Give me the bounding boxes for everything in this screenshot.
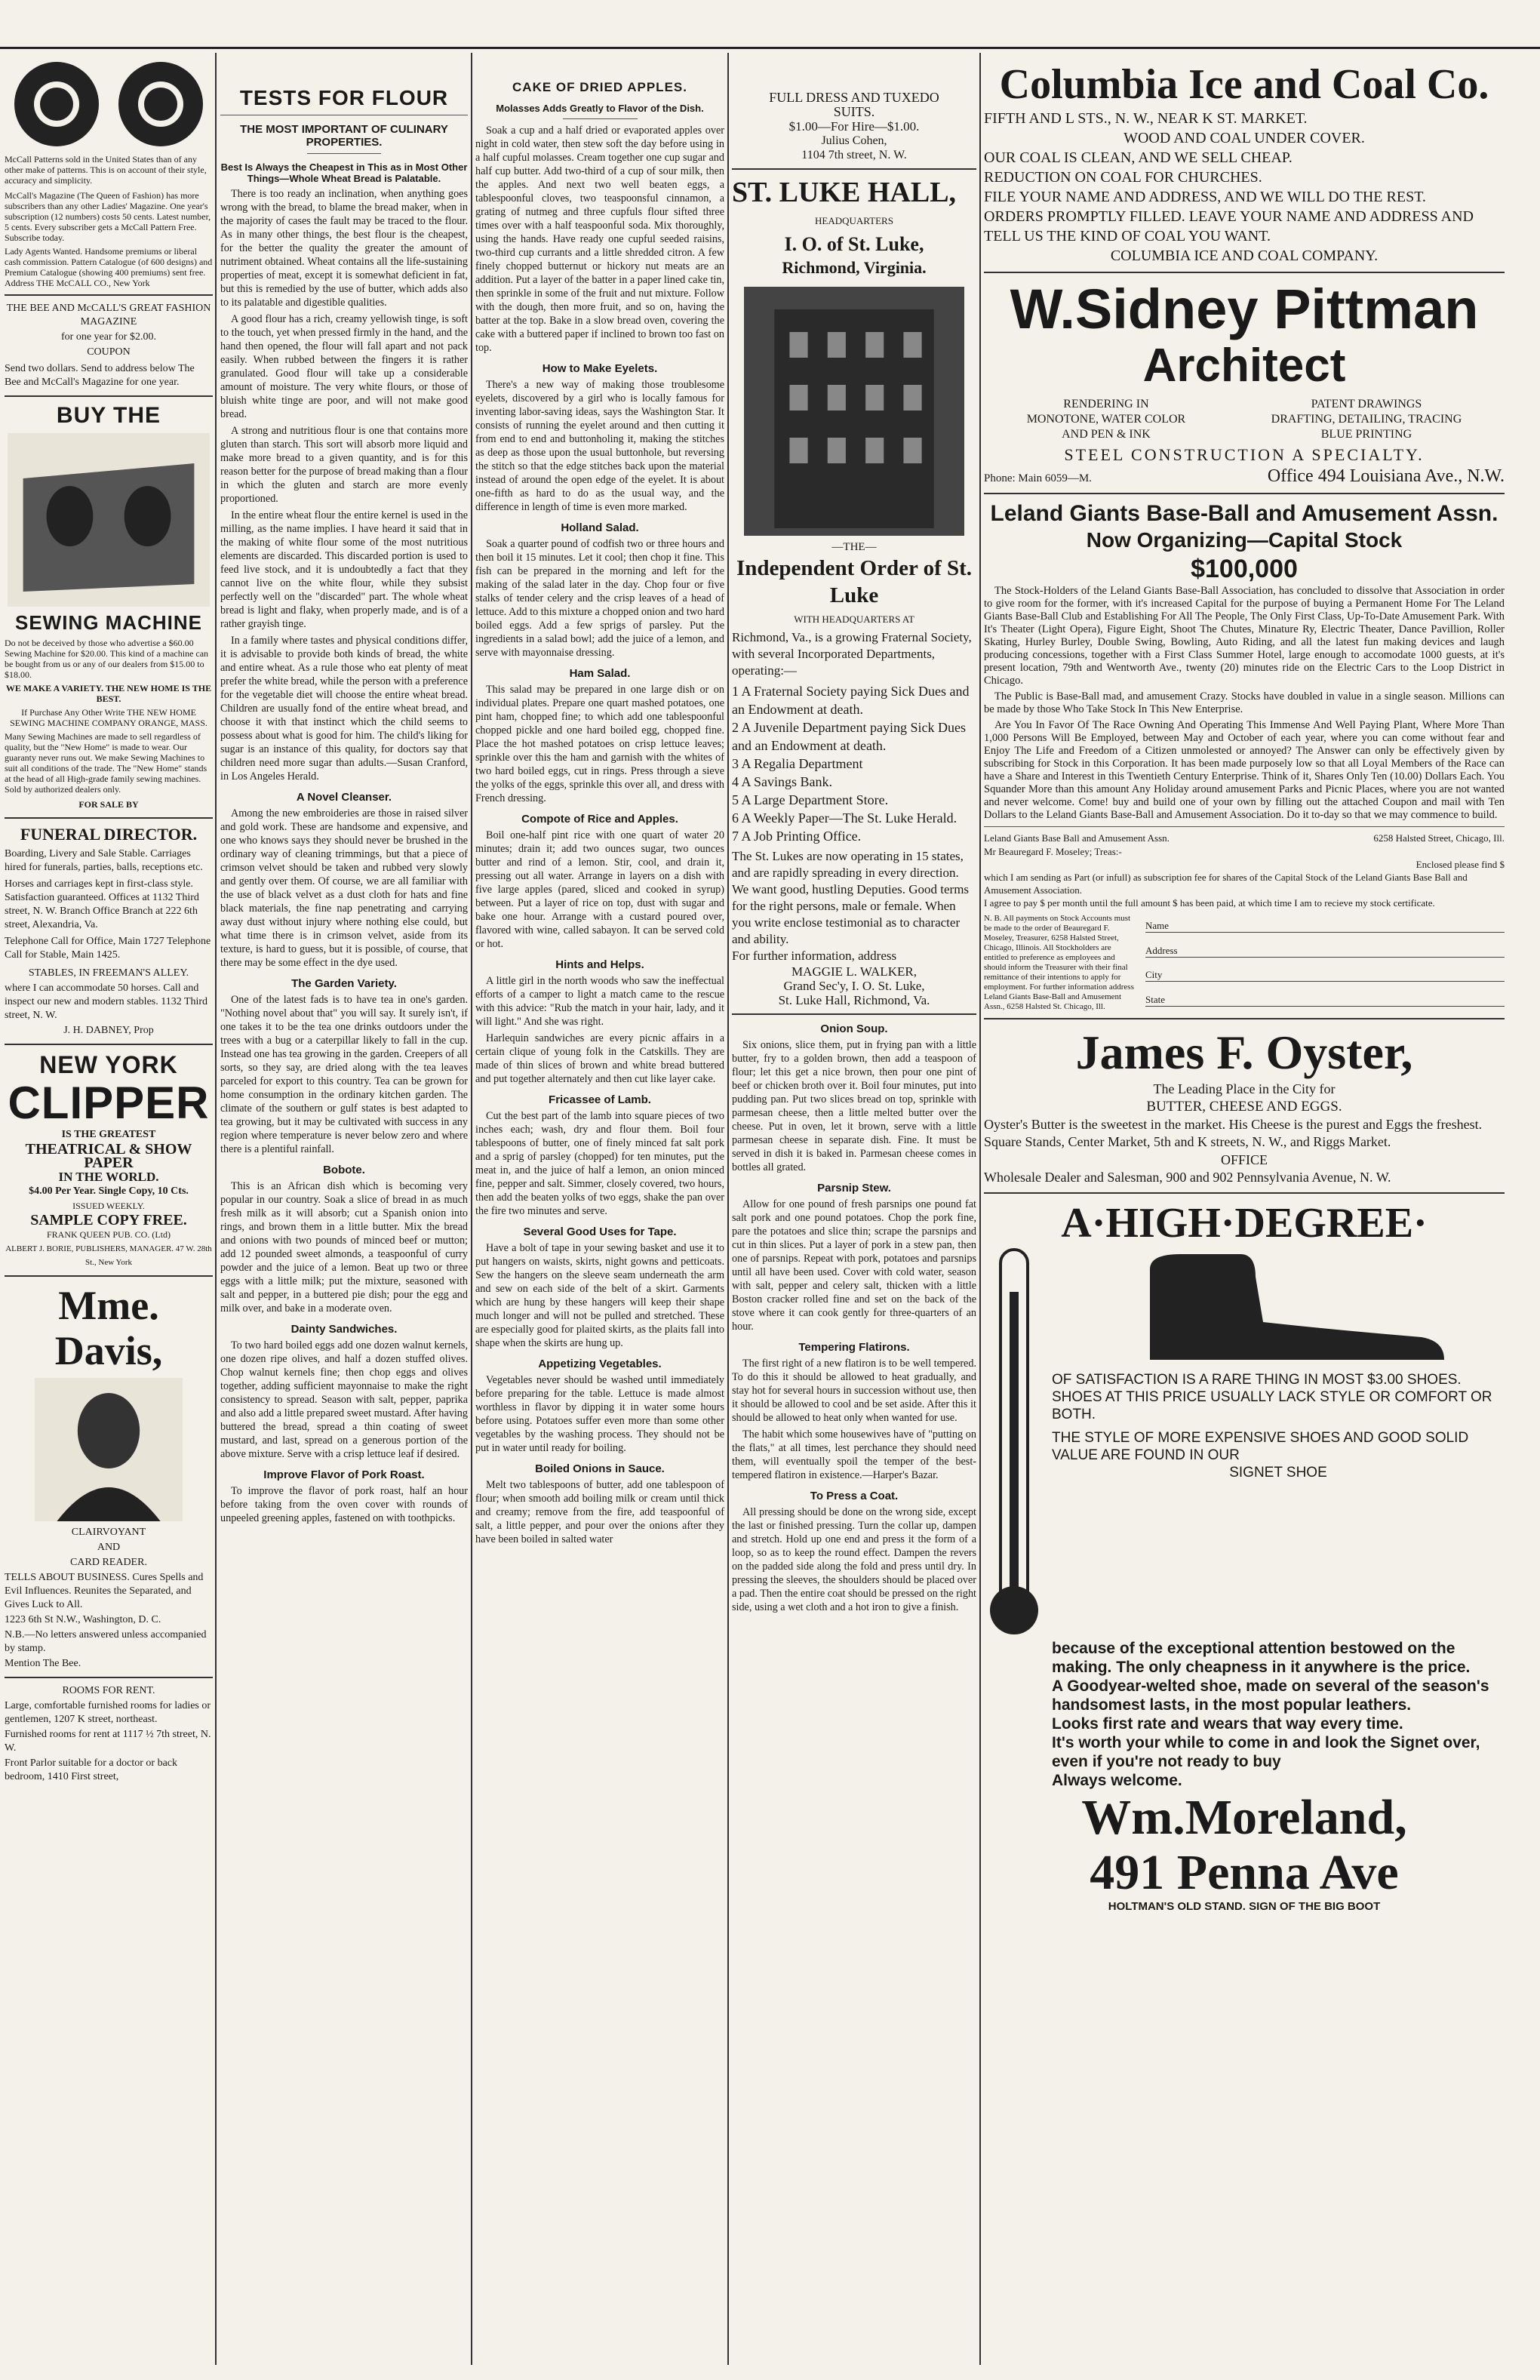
sewing-text-3: If Purchase Any Other Write THE NEW HOME SEWING MACHINE COMPANY ORANGE, MASS. bbox=[10, 707, 207, 728]
capital-stock-amount: $100,000 bbox=[1191, 555, 1298, 583]
section-heading: Improve Flavor of Pork Roast. bbox=[263, 1468, 425, 1481]
article-title-tests-for-flour: TESTS FOR FLOUR bbox=[239, 86, 449, 109]
tuxedo-line-3: $1.00—For Hire—$1.00. bbox=[788, 119, 920, 134]
mccall-magazine-badge-icon bbox=[115, 59, 206, 149]
funeral-text-1: Boarding, Livery and Sale Stable. Carriages hired for funerals, parties, balls, receptions etc. bbox=[5, 848, 203, 873]
list-item: 5 A Large Department Store. bbox=[732, 792, 889, 807]
form-sending-text: which I am sending as Part (or infull) as subscription fee for shares of the Capital Stock of the Leland Giants Base Ball and Amusement Association. bbox=[984, 872, 1468, 896]
mccall-offer-title: THE BEE AND McCALL'S GREAT FASHION MAGAZINE bbox=[6, 303, 211, 327]
paragraph: Cut the best part of the lamb into square pieces of two inches each; wash, dry and flour them. Boil four tablespoons of butter, one of finely minced fat salt pork and a sprig of parsley (chopped) for ten minutes, put the meat in, and the juice of half a lemon, an onion minced fine, pepper and salt. Simmer, closely covered, two hours, then add the beaten yolks of two eggs, shake the pan over the fire two minutes and serve. bbox=[475, 1110, 724, 1217]
service-item: AND PEN & INK bbox=[1062, 428, 1151, 441]
for-sale-by: FOR SALE BY bbox=[78, 799, 139, 810]
st-luke-hall-heading: ST. LUKE HALL, bbox=[732, 177, 957, 208]
new-york-heading: NEW YORK bbox=[39, 1051, 178, 1078]
section-heading: Holland Salad. bbox=[561, 521, 639, 534]
paragraph: The habit which some housewives have of "putting on the flats," at all times, lest perchance they should need them, will eventually spoil the temper of the best-tempered flatiron in existence.—Harper's Bazar. bbox=[732, 1428, 976, 1481]
form-enclosed: Enclosed please find $ bbox=[1416, 859, 1505, 870]
wm-moreland-heading: Wm.Moreland, bbox=[1081, 1790, 1407, 1845]
column-1 bbox=[5, 53, 213, 2365]
with-headquarters: WITH HEADQUARTERS AT bbox=[794, 613, 914, 625]
clipper-text-7: FRANK QUEEN PUB. CO. (Ltd) bbox=[46, 1229, 171, 1240]
columbia-ad-body bbox=[984, 109, 1505, 266]
further-info: For further information, address bbox=[732, 949, 897, 963]
section-heading: Parsnip Stew. bbox=[817, 1182, 891, 1195]
form-agree-text: I agree to pay $ per month until the full amount $ has been paid, at which time I am to recieve my stock certificate. bbox=[984, 897, 1435, 909]
pittman-services bbox=[984, 397, 1505, 442]
leland-giants-heading: Leland Giants Base-Ball and Amusement Assn. bbox=[990, 501, 1499, 526]
list-item: 4 A Savings Bank. bbox=[732, 774, 833, 789]
high-degree-text-1: OF SATISFACTION IS A RARE THING IN MOST $3.00 SHOES. SHOES AT THIS PRICE USUALLY LACK STYLE OR COMFORT OR BOTH. bbox=[1052, 1372, 1492, 1422]
davis-text-1: CLAIRVOYANT bbox=[71, 1527, 146, 1538]
clipper-text-8: ALBERT J. BORIE, PUBLISHERS, MANAGER. 47 W. 28th St., New York bbox=[5, 1244, 212, 1267]
pittman-phone: Phone: Main 6059—M. bbox=[984, 472, 1092, 484]
leland-paragraph-2: The Public is Base-Ball mad, and amusement Crazy. Stocks have doubled in value in a single season. Millions can be made by those Who Take Stock In This New Enterprise. bbox=[984, 690, 1505, 715]
paragraph: Six onions, slice them, put in frying pan with a little butter, fry to a golden brown, then add a teaspoon of flour; let this get a nice brown, then pour one pint of beef or chicken broth over it. Boil four minutes, put into pudding pan. Put two slices bread on top, sprinkle with parmesan cheese, then a little melted butter over the cheese. Put in oven, let it brown, serve with a little parmesan cheese in separate dish. Fine. It must be served in dish it is baked in. Parmesan cheese comes in bottles all grated. bbox=[732, 1039, 976, 1173]
richmond-virginia: Richmond, Virginia. bbox=[782, 258, 927, 277]
mccall-patterns-badge-icon bbox=[11, 59, 102, 149]
sewing-machine-heading: SEWING MACHINE bbox=[15, 611, 202, 634]
stables-heading: STABLES, IN FREEMAN'S ALLEY. bbox=[28, 967, 189, 979]
list-item: 6 A Weekly Paper—The St. Luke Herald. bbox=[732, 810, 958, 826]
rooms-heading: ROOMS FOR RENT. bbox=[62, 1685, 155, 1696]
james-oyster-heading: James F. Oyster, bbox=[1075, 1025, 1413, 1079]
high-degree-text-4: A Goodyear-welted shoe, made on several of the season's handsomest lasts, in the most popular leathers. bbox=[1052, 1677, 1489, 1714]
section-heading: To Press a Coat. bbox=[810, 1490, 899, 1502]
form-assn-name: Leland Giants Base Ball and Amusement Assn. bbox=[984, 832, 1170, 844]
tuxedo-line-4: Julius Cohen, bbox=[821, 134, 887, 147]
paragraph: A good flour has a rich, creamy yellowish tinge, is soft to the touch, yet when pressed firmly in the hand, and the hand then opened, the flour will fall apart and not pack easily. When rubbed between the fingers it is rather granulated. Good flour will take up a considerable amount of moisture. The very white flours, or those of bluish white tinge are poor, and will not make good bread. bbox=[220, 313, 468, 420]
st-luke-hall-ad bbox=[732, 176, 976, 279]
io-st-luke: I. O. of St. Luke, bbox=[784, 233, 924, 255]
grand-secretary: Grand Sec'y, I. O. St. Luke, bbox=[783, 979, 925, 993]
leland-paragraph-3: Are You In Favor Of The Race Owning And Operating This Immense And Well Paying Plant, Where More Than 1,000 Persons Will Be Employed, between May and October of each year, where you can come without fear and Enjoy The Life and Freedom of a Citizen unmolested or annoyed? The Answer can only be effectively given by subscribing for Stock in this Corporation. It has been made purposely low so that all Loyal Members of the Race can have a Share and Interest in this Twentieth Century Enterprise. Think of it, Shares Only Ten (10.00) Dollars Each. You Squander More than this amount Any Holiday around amusement Parks and Picnic Places, where you are not wanted and never welcome. Come! buy and build one of your own by filling out the attached Coupon and mail with Ten Dollars to the Leland Giants Base-Ball and Amusement Association. Do it to-day so that we may commence to build. bbox=[984, 719, 1505, 821]
davis-text-3: CARD READER. bbox=[70, 1557, 147, 1568]
paragraph: Boil one-half pint rice with one quart of water 20 minutes; drain it; add two ounces sugar, two ounces butter and rind of a lemon. Stir, cool, and drain it, pressing out all water. Arrange in layers on a dish with five large apples (pared, sliced and cooked in syrup) between. Put a layer of rice on top, dust with sugar and bake one hour. Arrange with a custard poured over, flavored with wine, called sabayon. It can be served cold or hot. bbox=[475, 829, 724, 950]
section-heading: Fricassee of Lamb. bbox=[549, 1093, 651, 1106]
column-rule bbox=[979, 53, 981, 2365]
independent-order-heading: Independent Order of St. Luke bbox=[736, 556, 973, 607]
section-heading: Bobote. bbox=[323, 1164, 365, 1176]
deputies-text: We want good, hustling Deputies. Good terms for the right persons, male or female. When you write enclose testimonial as to character and ability. bbox=[732, 882, 970, 946]
form-state-field[interactable]: State bbox=[1145, 993, 1505, 1007]
the-label: —THE— bbox=[831, 541, 877, 553]
paragraph: Among the new embroideries are those in raised silver and gold work. These are handsome and expensive, and one who knows says they should never be brushed in the ordinary way of cleaning trimmings, but that a piece of crimson velvet should be taken and rubbed very slowly and gently over them. Of course, we are all familiar with the use of black velvet as a dust cloth for hats and fine black materials, the fine nap penetrating and carrying away dust without injury where nothing else could, but what time there is in crimson velvet, aside from its texture, is hard to guess, but it is possible, of course, that there may be some effect in the dye used. bbox=[220, 807, 468, 969]
paragraph: In the entire wheat flour the entire kernel is used in the milling, as the name implies. I have heard it said that in the making of white flour some of the most nutritious elements are discarded. This discarded portion is used to feed live stock, and it is undoubtedly a fact that they cannot live on the white flour, while they subsist perfectly well on the "discarded" part. The whole wheat bread is light and flaky, when properly made, and is of a rather grayish tinge. bbox=[220, 509, 468, 630]
paragraph: Vegetables never should be washed until immediately before preparing for the table. Lettuce is made almost worthless in flavor by dipping it in water some hours before using. Potatoes suffer even more than some other vegetables by the washing process. They should not be put in water until ready for boiling. bbox=[475, 1374, 724, 1454]
columbia-ice-coal-heading: Columbia Ice and Coal Co. bbox=[999, 61, 1489, 108]
davis-text-5: 1223 6th St N.W., Washington, D. C. bbox=[5, 1614, 161, 1625]
columbia-line-6: ORDERS PROMPTLY FILLED. LEAVE YOUR NAME AND ADDRESS AND TELL US THE KIND OF COAL YOU WANT. bbox=[984, 208, 1474, 244]
holtman-stand: HOLTMAN'S OLD STAND. SIGN OF THE BIG BOOT bbox=[1108, 1900, 1381, 1913]
funeral-text-2: Horses and carriages kept in first-class style. Satisfaction guaranteed. Offices at 1132 Third street, N. W. Branch Office Branch at 222 6th street, Alexandria, Va. bbox=[5, 878, 199, 930]
section-heading: Hints and Helps. bbox=[555, 958, 644, 971]
high-degree-text-7: Always welcome. bbox=[1052, 1772, 1182, 1789]
paragraph: All pressing should be done on the wrong side, except the last or finished pressing. Turn the collar up, dampen and stretch. Hold up one end and press it the form of a loop, so as to keep the round effect. Dampen the revers on the padded side along the fold and press until dry. In pressing the sleeves, the shoulders should be placed over a pad. Then the entire coat should be pressed on the right side, using a wet cloth and a hot iron to give a finish. bbox=[732, 1506, 976, 1613]
clipper-heading: CLIPPER bbox=[8, 1078, 210, 1128]
article-title-dried-apples: CAKE OF DRIED APPLES. bbox=[512, 80, 687, 94]
building-icon bbox=[744, 287, 964, 536]
sewing-text-4: Many Sewing Machines are made to sell regardless of quality, but the "New Home" is made to wear. Our guaranty never runs out. We make Sewing Machines to suit all conditions of the trade. The "New Home" stands at the head of all High-grade family sewing machines. Sold by authorized dealers only. bbox=[5, 731, 207, 795]
form-city-field[interactable]: City bbox=[1145, 968, 1505, 982]
section-heading: Boiled Onions in Sauce. bbox=[535, 1462, 665, 1475]
headquarters-label: HEADQUARTERS bbox=[815, 215, 893, 226]
columbia-line-4: REDUCTION ON COAL FOR CHURCHES. bbox=[984, 169, 1262, 186]
form-address-field[interactable]: Address bbox=[1145, 944, 1505, 958]
high-degree-text-3: because of the exceptional attention bestowed on the making. The only cheapness in it anywhere is the price. bbox=[1052, 1640, 1471, 1676]
clipper-text-3: IN THE WORLD. bbox=[58, 1170, 159, 1184]
sewing-women-icon bbox=[8, 433, 210, 607]
mccall-offer-send: Send two dollars. Send to address below The Bee and McCall's Magazine for one year. bbox=[5, 363, 195, 388]
mccall-text-3: Lady Agents Wanted. Handsome premiums or liberal cash commission. Pattern Catalogue (of 600 designs) and Premium Catalogue (showing 400 premiums) sent free. Address THE McCALL CO., New York bbox=[5, 246, 213, 288]
list-item: 7 A Job Printing Office. bbox=[732, 829, 862, 844]
clipper-text-5: ISSUED WEEKLY. bbox=[72, 1201, 145, 1211]
column-4 bbox=[732, 53, 976, 2365]
service-item: DRAFTING, DETAILING, TRACING bbox=[1271, 413, 1462, 426]
column-5 bbox=[984, 53, 1505, 2365]
st-luke-hall-building-photo bbox=[744, 287, 964, 536]
paragraph: Soak a quarter pound of codfish two or three hours and then boil it 15 minutes. Let it cool; then chop it fine. This fish can be prepared in the morning and left for the making of the salad later in the day. Chop four or five stalks of tender celery and the crisp leaves of a head of lettuce. Add to this mixture a chopped onion and two hard boiled eggs. Add a few sprigs of parsley. Put the ingredients in a salad bowl; add the juice of a lemon, and serve with mayonnaise dressing. bbox=[475, 538, 724, 659]
rooms-text-2: Furnished rooms for rent at 1117 ½ 7th street, N. W. bbox=[5, 1729, 211, 1754]
rooms-text-3: Front Parlor suitable for a doctor or back bedroom, 1410 First street, bbox=[5, 1757, 177, 1782]
paragraph: This salad may be prepared in one large dish or on individual plates. Prepare one quart mashed potatoes, one pint ham, chopped fine; to which add one tablespoonful chopped pickle and one hard boiled egg, chopped fine. Place the hot mashed potatoes on crisp lettuce leaves; sprinkle over this the ham and garnish with the whites of two hard boiled eggs, cut in rings. Press through a sieve the yolks of the eggs, sprinkle this over all, and dress with French dressing. bbox=[475, 684, 724, 804]
columbia-line-5: FILE YOUR NAME AND ADDRESS, AND WE WILL DO THE REST. bbox=[984, 189, 1426, 205]
oyster-line-2: BUTTER, CHEESE AND EGGS. bbox=[1146, 1099, 1342, 1115]
section-heading: Onion Soup. bbox=[820, 1022, 888, 1035]
article-subtitle: Molasses Adds Greatly to Flavor of the Dish. bbox=[496, 103, 704, 114]
steel-construction: STEEL CONSTRUCTION A SPECIALTY. bbox=[1064, 445, 1425, 464]
pittman-contact bbox=[984, 466, 1505, 487]
paragraph: There is too ready an inclination, when anything goes wrong with the bread, to blame the bread maker, when in the majority of cases the fault may be traced to the flour. As in many other things, the best flour is the cheapest, for the better the quality the greater the amount of nutriment obtained. Wheat contains all the life-sustaining properties of meat, except it is somewhat deficient in fat, but this is remedied by the use of butter, which adds also to its palatable and digestible qualities. bbox=[220, 188, 468, 309]
portrait-icon bbox=[35, 1378, 183, 1521]
davis-text-6: N.B.—No letters answered unless accompanied by stamp. bbox=[5, 1629, 207, 1654]
paragraph: One of the latest fads is to have tea in one's garden. "Nothing novel about that" you will say. It surely isn't, if one takes it to be the tea one drinks outdoors under the trees with a bug or a caterpillar likely to fall in the cup. Instead one has tea growing in the garden. Creepers of all sorts, so they say, are dried along with the tea leaves parceled for export to this country. Tea can be grown for home consumption in the ordinary kitchen garden. The climate of the southern or gulf states is best adapted to tea growing, but it may be cultivated with success in any region where temperature is never below zero and where there is a plentiful rainfall. bbox=[220, 994, 468, 1155]
mccall-text-2: McCall's Magazine (The Queen of Fashion) has more subscribers than any other Ladies' Magazine. One year's subscription (12 numbers) costs 50 cents. Latest number, 5 cents. Every subscriber gets a McCall Pattern Free. Subscribe today. bbox=[5, 190, 211, 243]
mme-davis-portrait bbox=[35, 1378, 183, 1521]
oyster-line-5: Wholesale Dealer and Salesman, 900 and 902 Pennsylvania Avenue, N. W. bbox=[984, 1170, 1391, 1185]
paragraph: A strong and nutritious flour is one that contains more gluten than starch. This sort will absorb more liquid and make more bread to a given quantity, and is for this reason better for the purpose of bread making than a flour in which the gluten and starch are more evenly proportioned. bbox=[220, 425, 468, 505]
davis-text-2: AND bbox=[97, 1542, 121, 1553]
column-rule bbox=[727, 53, 729, 2365]
davis-text-7: Mention The Bee. bbox=[5, 1658, 81, 1669]
tuxedo-ad bbox=[732, 91, 976, 162]
section-heading: Several Good Uses for Tape. bbox=[523, 1225, 677, 1238]
service-item: RENDERING IN bbox=[1063, 398, 1149, 411]
column-rule bbox=[471, 53, 472, 2365]
paragraph: In a family where tastes and physical conditions differ, it is advisable to provide both kinds of bread, the white and entire wheat. As a rule those who eat plenty of meat prefer the white bread, while the person with a preference for the vegetable diet will choose the entire wheat bread. Children are usually fond of the entire wheat bread, and choose it with that instinct which the child seems to possess about what is good for him. The child's liking for sugar is an instance of this quality, for doctors say that children need more sugar than adults.—Susan Cranford, in Los Angeles Herald. bbox=[220, 635, 468, 783]
tuxedo-line-5: 1104 7th street, N. W. bbox=[801, 149, 907, 161]
penna-ave-heading: 491 Penna Ave bbox=[1090, 1845, 1399, 1900]
oyster-line-4: Square Stands, Center Market, 5th and K streets, N. W., and Riggs Market. bbox=[984, 1134, 1391, 1149]
clipper-text-4: $4.00 Per Year. Single Copy, 10 Cts. bbox=[29, 1185, 189, 1197]
columbia-line-2: WOOD AND COAL UNDER COVER. bbox=[1123, 130, 1365, 146]
mccall-text-1: McCall Patterns sold in the United States than of any other make of patterns. This is on account of their style, accuracy and simplicity. bbox=[5, 154, 207, 186]
clipper-text-6: SAMPLE COPY FREE. bbox=[30, 1212, 187, 1228]
form-treasurer: Mr Beauregard F. Moseley; Treas:- bbox=[984, 846, 1122, 857]
pittman-office: Office 494 Louisiana Ave., N.W. bbox=[1267, 466, 1505, 486]
section-heading: Ham Salad. bbox=[569, 667, 631, 680]
high-degree-text-5: Looks first rate and wears that way every time. bbox=[1052, 1715, 1403, 1733]
oyster-line-1: The Leading Place in the City for bbox=[1153, 1081, 1336, 1096]
list-item: 3 A Regalia Department bbox=[732, 756, 863, 771]
paragraph: Soak a cup and a half dried or evaporated apples over night in cold water, then stew soft the day before using in a half cupful molasses. Cream together one cup sugar and half cup butter. Add two-third of a cup of sour milk, then the apples. And next two well beaten eggs, a tablespoonful cloves, two teaspoonsful cinnamon, a grating of nutmeg and three cupfuls flour sifted three times over with a half teaspoonful soda. Mix thoroughly, using the hands. Have ready one cupful seeded raisins, two-third cup currants and a little shredded citron. A few finely chopped butternut or hickory nut meats are an addition. Put a layer of the batter in a paper lined cake tin, then sprinkle in some of the fruit and nut mixture. Follow with the dough, then more fruit, and so on, having the batter at the top. Bake in a slow bread oven, covering the cake with a buttered paper if inclined to brown too fast on top. bbox=[475, 125, 724, 354]
section-heading: How to Make Eyelets. bbox=[542, 362, 658, 375]
high-degree-ad bbox=[984, 1247, 1505, 1639]
now-organizing: Now Organizing—Capital Stock bbox=[1086, 528, 1403, 552]
architect-heading: Architect bbox=[1142, 340, 1346, 392]
funeral-director-heading: FUNERAL DIRECTOR. bbox=[20, 825, 198, 844]
oyster-office: OFFICE bbox=[1220, 1152, 1268, 1167]
section-heading: The Garden Variety. bbox=[291, 977, 397, 990]
maggie-walker: MAGGIE L. WALKER, bbox=[792, 964, 917, 979]
signet-shoe-icon bbox=[1052, 1247, 1505, 1367]
departments-list bbox=[732, 682, 976, 845]
paragraph: Allow for one pound of fresh parsnips one pound fat salt pork and one pound potatoes. Chop the pork fine, pare the potatoes and slice thin; scrape the parsnips and cut in thin slices. Put a layer of pork in a stew pan, then one of parsnips. Repeat with pork, potatoes and parsnips until all have been used. Cover with cold water, season with salt, pepper and celery salt, thicken with a little Boston cracker rolled fine and set on the back of the stove where it can cook gently for three-quarters of an hour. bbox=[732, 1198, 976, 1333]
tuxedo-line-1: FULL DRESS AND TUXEDO bbox=[769, 90, 939, 105]
columbia-line-3: OUR COAL IS CLEAN, AND WE SELL CHEAP. bbox=[984, 149, 1293, 166]
form-header-row bbox=[984, 832, 1505, 845]
buy-the-heading: BUY THE bbox=[56, 403, 161, 428]
paragraph: To improve the flavor of pork roast, half an hour before taking from the oven cover with rounds of unpeeled greening apples, fastened on with toothpicks. bbox=[220, 1485, 468, 1524]
column-3 bbox=[475, 53, 724, 2365]
rooms-text-1: Large, comfortable furnished rooms for ladies or gentlemen, 1207 K street, northeast. bbox=[5, 1700, 211, 1725]
tuxedo-line-2: SUITS. bbox=[833, 104, 875, 119]
leland-paragraph-1: The Stock-Holders of the Leland Giants Base-Ball Association, has concluded to dissolve that Association in order to give room for the former, with it's increased Capital for the purpose of buying a Permanent Home For The Leland Giants Base-Ball Club and Establishing For All The People, The Only First Class, Up-To-Date Amusement Park. With It's Theater (Light Opera), Figure Eight, Shoot The Chutes, Minature Ry, Electric Theater, Dance Pavillion, Roller Skating, Hurley Burley, Double Swing, Bowling, Auto Riding, and all the latest fun making devices and laugh producing concessions, together with a First Class Summer Hotel, large enough to accomodate 1000 guests, at it's present location, 79th and Wentworth Ave., twenty (20) minutes ride on the Electric Cars to the Loop District in Chicago. bbox=[984, 585, 1505, 687]
form-nb-text: N. B. All payments on Stock Accounts must be made to the order of Beauregard F. Moseley, Treasurer, 6258 Halsted Street, Chicago, Illinois. All Stockholders are entitled to preference as employees and should inform the Treasurer with their final remittance of their intentions to apply for employment. For further information address Leland Giants Base-Ball and Amusement Assn., 6258 Halsted St. Chicago, Ill. bbox=[984, 914, 1134, 1011]
paragraph: To two hard boiled eggs add one dozen walnut kernels, one dozen ripe olives, and half a dozen stuffed olives. Chop walnut kernels fine; then chop eggs and olives together, adding sufficient mayonnaise to make the right consistency to spread. Season with salt, pepper, paprika and also add a little prepared sweet mustard. After having buttered the bread, spread a thin coating of sweet mustard, and last, spread on a generous portion of the above mixture. Serve with a crisp lettuce leaf if desired. bbox=[220, 1339, 468, 1460]
section-heading: Appetizing Vegetables. bbox=[538, 1358, 662, 1370]
section-heading: A Novel Cleanser. bbox=[296, 791, 392, 804]
columbia-line-7: COLUMBIA ICE AND COAL COMPANY. bbox=[1110, 248, 1379, 264]
paragraph: The first right of a new flatiron is to be well tempered. To do this it should be allowed to heat gradually, and stay hot for several hours in succession without use, then it should be allowed to cool and be set aside. After this it should be allowed to heat only when wanted for use. bbox=[732, 1358, 976, 1424]
order-intro: Richmond, Va., is a growing Fraternal Society, with several Incorporated Departments, operating:— bbox=[732, 630, 972, 678]
columbia-line-1: FIFTH AND L STS., N. W., NEAR K ST. MARKET. bbox=[984, 110, 1308, 127]
signet-shoe-label: SIGNET SHOE bbox=[1229, 1465, 1327, 1481]
list-item: 2 A Juvenile Department paying Sick Dues and an Endowment at death. bbox=[732, 720, 966, 753]
column-rule bbox=[215, 53, 217, 2365]
paragraph: Have a bolt of tape in your sewing basket and use it to put hangers on waists, skirts, night gowns and petticoats. Sew the hangers on the sleeve seam underneath the arm and sew on each side of the belt of a skirt. Garments which are hung by these hangers will keep their shape much longer and will not be pulled and stretched. These are especially good for plaited skirts, as the plaits fall into shape when the skirts are hung up. bbox=[475, 1242, 724, 1349]
service-item: BLUE PRINTING bbox=[1320, 428, 1412, 441]
pittman-heading: W.Sidney Pittman bbox=[1010, 278, 1479, 340]
high-degree-heading: A·HIGH·DEGREE· bbox=[1061, 1200, 1428, 1247]
clipper-text-2: THEATRICAL & SHOW PAPER bbox=[25, 1141, 192, 1171]
paragraph: Harlequin sandwiches are every picnic affairs in a certain clique of young folk in the Catskills. They are made of thin slices of brown and white bread buttered and put together alternately and then cut like layer cake. bbox=[475, 1032, 724, 1085]
section-heading: Compote of Rice and Apples. bbox=[521, 813, 678, 826]
st-luke-hall-address: St. Luke Hall, Richmond, Va. bbox=[778, 993, 930, 1007]
service-item: PATENT DRAWINGS bbox=[1311, 398, 1422, 411]
thermometer-icon bbox=[984, 1247, 1044, 1639]
stables-prop: J. H. DABNEY, Prop bbox=[63, 1025, 154, 1036]
oyster-line-3: Oyster's Butter is the sweetest in the market. His Cheese is the purest and Eggs the freshest. bbox=[984, 1117, 1483, 1132]
clipper-text-1: IS THE GREATEST bbox=[61, 1129, 156, 1140]
mccall-badges bbox=[5, 59, 213, 149]
high-degree-text-6: It's worth your while to come in and look the Signet over, even if you're not ready to buy bbox=[1052, 1734, 1480, 1770]
mccall-offer-coupon: COUPON bbox=[87, 346, 131, 358]
mme-davis-heading: Mme. Davis, bbox=[54, 1283, 163, 1373]
davis-text-4: TELLS ABOUT BUSINESS. Cures Spells and Evil Influences. Reunites the Separated, and Gives Luck to All. bbox=[5, 1572, 204, 1610]
sewing-text-2: WE MAKE A VARIETY. THE NEW HOME IS THE BEST. bbox=[5, 683, 212, 704]
article-subtitle-2: Best Is Always the Cheapest in This as in Most Other Things—Whole Wheat Bread is Palatable. bbox=[220, 161, 468, 184]
sewing-machine-illustration bbox=[8, 433, 210, 607]
masthead-rule bbox=[0, 47, 1540, 49]
order-outro: The St. Lukes are now operating in 15 states, and are rapidly spreading in every direction. bbox=[732, 849, 964, 880]
column-2 bbox=[220, 53, 468, 2365]
form-assn-address: 6258 Halsted Street, Chicago, Ill. bbox=[1373, 832, 1505, 844]
stock-coupon-form bbox=[984, 832, 1505, 1012]
service-item: MONOTONE, WATER COLOR bbox=[1026, 413, 1186, 426]
section-heading: Dainty Sandwiches. bbox=[290, 1323, 398, 1336]
list-item: 1 A Fraternal Society paying Sick Dues and an Endowment at death. bbox=[732, 684, 970, 717]
section-heading: Tempering Flatirons. bbox=[798, 1341, 910, 1354]
article-subtitle: THE MOST IMPORTANT OF CULINARY PROPERTIES. bbox=[240, 123, 448, 149]
high-degree-text-2: THE STYLE OF MORE EXPENSIVE SHOES AND GOOD SOLID VALUE ARE FOUND IN OUR bbox=[1052, 1430, 1469, 1463]
paragraph: This is an African dish which is becoming very popular in our country. Soak a slice of bread in as much fresh milk as it will absorb; cut a Spanish onion into rings, and brown them in a little butter. Mix the bread and onions with two pounds of minced beef or mutton; add 12 pounded sweet almonds, a teaspoonful of curry powder and the juice of a lemon. Beat up two or three eggs with a little milk; put the mixture, seasoned with salt and pepper, in a buttered pie dish; pour the egg and milk over, and bake in a moderate oven. bbox=[220, 1180, 468, 1315]
paragraph: A little girl in the north woods who saw the ineffectual efforts of a camper to light a match came to the rescue with this advice: "Rub the match in your hair, lady, and it will light." And she was right. bbox=[475, 975, 724, 1028]
form-name-field[interactable]: Name bbox=[1145, 919, 1505, 933]
stables-text: where I can accommodate 50 horses. Call and inspect our new and modern stables. 1132 Third street, N. W. bbox=[5, 982, 208, 1021]
paragraph: There's a new way of making those troublesome eyelets, discovered by a girl who is locally famous for inventing labor-saving ideas, says the Washington Star. It consists of running the eyelet around and then cutting it from end to end and buttonholing it, making the stitches as deep as those upon the usual buttonhole, but reversing the stitch so that the edge stitches back upon the material instead of around the open edge of the eyelet. It is about one-fifth as hard to do as the usual way, and the difference in length of time is even more marked. bbox=[475, 379, 724, 513]
sewing-text-1: Do not be deceived by those who advertise a $60.00 Sewing Machine for $20.00. This kind of a machine can be bought from us or any of our dealers from $15.00 to $18.00. bbox=[5, 638, 209, 680]
paragraph: Melt two tablespoons of butter, add one tablespoon of flour; when smooth add boiling milk or cream until thick and creamy; remove from the fire, add teaspoonful of salt, a little pepper, and pour over the onions after they have been boiled in salted water bbox=[475, 1479, 724, 1545]
funeral-text-3: Telephone Call for Office, Main 1727 Telephone Call for Stable, Main 1425. bbox=[5, 936, 211, 961]
mccall-offer-price: for one year for $2.00. bbox=[61, 331, 156, 343]
